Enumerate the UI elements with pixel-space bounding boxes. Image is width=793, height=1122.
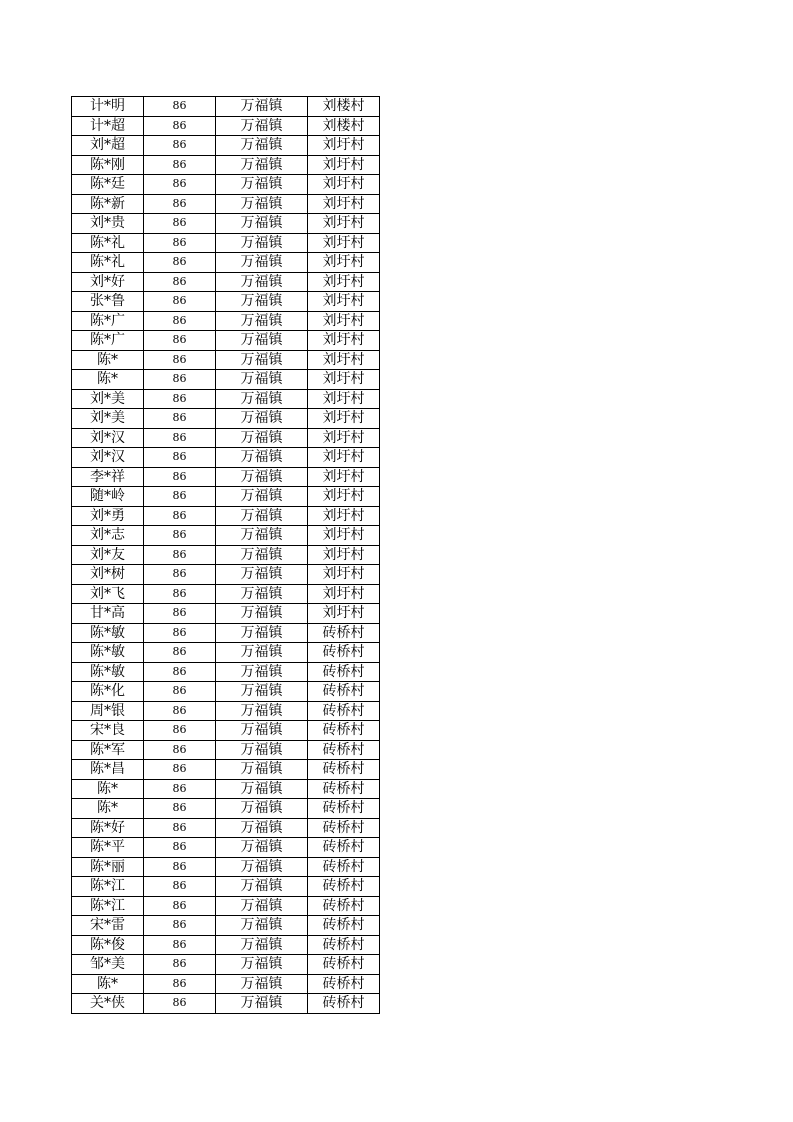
- village-cell: 砖桥村: [308, 877, 380, 897]
- town-cell: 万福镇: [216, 682, 308, 702]
- village-cell: 砖桥村: [308, 682, 380, 702]
- name-cell: 陈*广: [72, 331, 144, 351]
- score-cell: 86: [144, 409, 216, 429]
- name-cell: 陈*江: [72, 896, 144, 916]
- table-row: [72, 136, 380, 156]
- table-row: [72, 701, 380, 721]
- town-cell: 万福镇: [216, 214, 308, 234]
- town-cell: 万福镇: [216, 721, 308, 741]
- score-cell: 86: [144, 935, 216, 955]
- table-row: [72, 448, 380, 468]
- table-row: [72, 292, 380, 312]
- score-cell: 86: [144, 233, 216, 253]
- name-cell: 周*银: [72, 701, 144, 721]
- table-row: [72, 955, 380, 975]
- village-cell: 刘圩村: [308, 526, 380, 546]
- town-cell: 万福镇: [216, 623, 308, 643]
- town-cell: 万福镇: [216, 974, 308, 994]
- score-cell: 86: [144, 467, 216, 487]
- score-cell: 86: [144, 604, 216, 624]
- score-cell: 86: [144, 214, 216, 234]
- village-cell: 刘圩村: [308, 448, 380, 468]
- table-row: [72, 116, 380, 136]
- table-row: [72, 233, 380, 253]
- score-cell: 86: [144, 662, 216, 682]
- table-row: [72, 760, 380, 780]
- village-cell: 刘圩村: [308, 155, 380, 175]
- town-cell: 万福镇: [216, 935, 308, 955]
- name-cell: 张*鲁: [72, 292, 144, 312]
- score-cell: 86: [144, 994, 216, 1014]
- village-cell: 砖桥村: [308, 721, 380, 741]
- name-cell: 陈*敏: [72, 643, 144, 663]
- name-cell: 陈*礼: [72, 253, 144, 273]
- town-cell: 万福镇: [216, 194, 308, 214]
- village-cell: 刘圩村: [308, 233, 380, 253]
- score-cell: 86: [144, 896, 216, 916]
- village-cell: 砖桥村: [308, 701, 380, 721]
- table-row: [72, 487, 380, 507]
- name-cell: 陈*敏: [72, 662, 144, 682]
- table-row: [72, 799, 380, 819]
- village-cell: 刘圩村: [308, 487, 380, 507]
- name-cell: 陈*化: [72, 682, 144, 702]
- name-cell: 陈*: [72, 370, 144, 390]
- table-row: [72, 311, 380, 331]
- village-cell: 砖桥村: [308, 994, 380, 1014]
- table-row: [72, 623, 380, 643]
- name-cell: 刘*飞: [72, 584, 144, 604]
- data-sheet: [71, 96, 380, 1014]
- score-cell: 86: [144, 194, 216, 214]
- village-cell: 刘圩村: [308, 506, 380, 526]
- table-row: [72, 175, 380, 195]
- village-cell: 刘圩村: [308, 565, 380, 585]
- table-row: [72, 272, 380, 292]
- name-cell: 陈*: [72, 779, 144, 799]
- name-cell: 邹*美: [72, 955, 144, 975]
- village-cell: 砖桥村: [308, 779, 380, 799]
- village-cell: 刘圩村: [308, 194, 380, 214]
- town-cell: 万福镇: [216, 760, 308, 780]
- table-row: [72, 818, 380, 838]
- village-cell: 刘圩村: [308, 584, 380, 604]
- town-cell: 万福镇: [216, 175, 308, 195]
- table-row: [72, 194, 380, 214]
- town-cell: 万福镇: [216, 448, 308, 468]
- village-cell: 砖桥村: [308, 838, 380, 858]
- table-row: [72, 643, 380, 663]
- name-cell: 计*明: [72, 97, 144, 117]
- score-cell: 86: [144, 389, 216, 409]
- score-cell: 86: [144, 682, 216, 702]
- name-cell: 陈*昌: [72, 760, 144, 780]
- table-row: [72, 428, 380, 448]
- name-cell: 计*超: [72, 116, 144, 136]
- name-cell: 陈*俊: [72, 935, 144, 955]
- town-cell: 万福镇: [216, 662, 308, 682]
- table-row: [72, 857, 380, 877]
- town-cell: 万福镇: [216, 311, 308, 331]
- score-cell: 86: [144, 818, 216, 838]
- name-cell: 陈*好: [72, 818, 144, 838]
- score-cell: 86: [144, 97, 216, 117]
- town-cell: 万福镇: [216, 389, 308, 409]
- name-cell: 刘*树: [72, 565, 144, 585]
- score-cell: 86: [144, 253, 216, 273]
- village-cell: 刘圩村: [308, 467, 380, 487]
- score-cell: 86: [144, 740, 216, 760]
- name-cell: 陈*: [72, 974, 144, 994]
- table-row: [72, 994, 380, 1014]
- town-cell: 万福镇: [216, 155, 308, 175]
- town-cell: 万福镇: [216, 916, 308, 936]
- village-cell: 刘圩村: [308, 604, 380, 624]
- village-cell: 刘楼村: [308, 97, 380, 117]
- table-row: [72, 896, 380, 916]
- town-cell: 万福镇: [216, 565, 308, 585]
- town-cell: 万福镇: [216, 545, 308, 565]
- town-cell: 万福镇: [216, 409, 308, 429]
- name-cell: 关*侠: [72, 994, 144, 1014]
- village-cell: 砖桥村: [308, 623, 380, 643]
- score-cell: 86: [144, 116, 216, 136]
- name-cell: 李*祥: [72, 467, 144, 487]
- name-cell: 陈*: [72, 799, 144, 819]
- name-cell: 宋*良: [72, 721, 144, 741]
- table-row: [72, 740, 380, 760]
- town-cell: 万福镇: [216, 779, 308, 799]
- town-cell: 万福镇: [216, 292, 308, 312]
- name-cell: 陈*: [72, 350, 144, 370]
- town-cell: 万福镇: [216, 877, 308, 897]
- score-cell: 86: [144, 799, 216, 819]
- score-cell: 86: [144, 350, 216, 370]
- table-row: [72, 565, 380, 585]
- score-cell: 86: [144, 955, 216, 975]
- village-cell: 砖桥村: [308, 818, 380, 838]
- town-cell: 万福镇: [216, 370, 308, 390]
- records-table-body: [72, 97, 380, 1014]
- town-cell: 万福镇: [216, 896, 308, 916]
- village-cell: 刘圩村: [308, 389, 380, 409]
- village-cell: 刘楼村: [308, 116, 380, 136]
- name-cell: 刘*贵: [72, 214, 144, 234]
- village-cell: 砖桥村: [308, 760, 380, 780]
- village-cell: 砖桥村: [308, 955, 380, 975]
- name-cell: 刘*勇: [72, 506, 144, 526]
- table-row: [72, 253, 380, 273]
- village-cell: 刘圩村: [308, 350, 380, 370]
- town-cell: 万福镇: [216, 136, 308, 156]
- town-cell: 万福镇: [216, 350, 308, 370]
- table-row: [72, 584, 380, 604]
- name-cell: 陈*广: [72, 311, 144, 331]
- village-cell: 砖桥村: [308, 916, 380, 936]
- name-cell: 宋*雷: [72, 916, 144, 936]
- town-cell: 万福镇: [216, 604, 308, 624]
- town-cell: 万福镇: [216, 487, 308, 507]
- village-cell: 砖桥村: [308, 740, 380, 760]
- town-cell: 万福镇: [216, 253, 308, 273]
- name-cell: 刘*好: [72, 272, 144, 292]
- score-cell: 86: [144, 428, 216, 448]
- village-cell: 刘圩村: [308, 253, 380, 273]
- score-cell: 86: [144, 974, 216, 994]
- village-cell: 刘圩村: [308, 331, 380, 351]
- town-cell: 万福镇: [216, 526, 308, 546]
- town-cell: 万福镇: [216, 272, 308, 292]
- records-table: [71, 96, 380, 1014]
- score-cell: 86: [144, 311, 216, 331]
- score-cell: 86: [144, 701, 216, 721]
- town-cell: 万福镇: [216, 467, 308, 487]
- village-cell: 砖桥村: [308, 935, 380, 955]
- town-cell: 万福镇: [216, 818, 308, 838]
- score-cell: 86: [144, 506, 216, 526]
- score-cell: 86: [144, 643, 216, 663]
- town-cell: 万福镇: [216, 838, 308, 858]
- table-row: [72, 97, 380, 117]
- name-cell: 陈*新: [72, 194, 144, 214]
- score-cell: 86: [144, 155, 216, 175]
- village-cell: 砖桥村: [308, 799, 380, 819]
- score-cell: 86: [144, 760, 216, 780]
- score-cell: 86: [144, 779, 216, 799]
- score-cell: 86: [144, 877, 216, 897]
- village-cell: 刘圩村: [308, 272, 380, 292]
- town-cell: 万福镇: [216, 428, 308, 448]
- village-cell: 砖桥村: [308, 643, 380, 663]
- name-cell: 刘*志: [72, 526, 144, 546]
- name-cell: 陈*丽: [72, 857, 144, 877]
- table-row: [72, 467, 380, 487]
- table-row: [72, 350, 380, 370]
- town-cell: 万福镇: [216, 97, 308, 117]
- village-cell: 刘圩村: [308, 409, 380, 429]
- name-cell: 刘*汉: [72, 448, 144, 468]
- score-cell: 86: [144, 136, 216, 156]
- village-cell: 砖桥村: [308, 857, 380, 877]
- town-cell: 万福镇: [216, 584, 308, 604]
- village-cell: 刘圩村: [308, 136, 380, 156]
- table-row: [72, 974, 380, 994]
- town-cell: 万福镇: [216, 994, 308, 1014]
- town-cell: 万福镇: [216, 643, 308, 663]
- name-cell: 陈*敏: [72, 623, 144, 643]
- table-row: [72, 662, 380, 682]
- table-row: [72, 877, 380, 897]
- name-cell: 陈*江: [72, 877, 144, 897]
- score-cell: 86: [144, 526, 216, 546]
- village-cell: 刘圩村: [308, 292, 380, 312]
- table-row: [72, 506, 380, 526]
- score-cell: 86: [144, 721, 216, 741]
- name-cell: 陈*廷: [72, 175, 144, 195]
- village-cell: 刘圩村: [308, 214, 380, 234]
- table-row: [72, 370, 380, 390]
- table-row: [72, 935, 380, 955]
- name-cell: 陈*平: [72, 838, 144, 858]
- table-row: [72, 526, 380, 546]
- name-cell: 陈*刚: [72, 155, 144, 175]
- name-cell: 随*岭: [72, 487, 144, 507]
- table-row: [72, 545, 380, 565]
- score-cell: 86: [144, 448, 216, 468]
- name-cell: 甘*高: [72, 604, 144, 624]
- town-cell: 万福镇: [216, 701, 308, 721]
- score-cell: 86: [144, 272, 216, 292]
- village-cell: 刘圩村: [308, 175, 380, 195]
- name-cell: 陈*军: [72, 740, 144, 760]
- table-row: [72, 214, 380, 234]
- table-row: [72, 155, 380, 175]
- score-cell: 86: [144, 292, 216, 312]
- town-cell: 万福镇: [216, 740, 308, 760]
- town-cell: 万福镇: [216, 955, 308, 975]
- town-cell: 万福镇: [216, 331, 308, 351]
- village-cell: 刘圩村: [308, 311, 380, 331]
- table-row: [72, 409, 380, 429]
- table-row: [72, 331, 380, 351]
- name-cell: 刘*美: [72, 389, 144, 409]
- name-cell: 刘*美: [72, 409, 144, 429]
- town-cell: 万福镇: [216, 506, 308, 526]
- name-cell: 刘*超: [72, 136, 144, 156]
- village-cell: 砖桥村: [308, 974, 380, 994]
- table-row: [72, 604, 380, 624]
- town-cell: 万福镇: [216, 799, 308, 819]
- score-cell: 86: [144, 370, 216, 390]
- score-cell: 86: [144, 487, 216, 507]
- village-cell: 刘圩村: [308, 428, 380, 448]
- score-cell: 86: [144, 584, 216, 604]
- table-row: [72, 779, 380, 799]
- town-cell: 万福镇: [216, 233, 308, 253]
- table-row: [72, 682, 380, 702]
- score-cell: 86: [144, 565, 216, 585]
- score-cell: 86: [144, 857, 216, 877]
- score-cell: 86: [144, 838, 216, 858]
- table-row: [72, 916, 380, 936]
- score-cell: 86: [144, 175, 216, 195]
- name-cell: 刘*友: [72, 545, 144, 565]
- score-cell: 86: [144, 916, 216, 936]
- table-row: [72, 389, 380, 409]
- village-cell: 砖桥村: [308, 896, 380, 916]
- town-cell: 万福镇: [216, 857, 308, 877]
- score-cell: 86: [144, 623, 216, 643]
- town-cell: 万福镇: [216, 116, 308, 136]
- name-cell: 刘*汉: [72, 428, 144, 448]
- village-cell: 刘圩村: [308, 545, 380, 565]
- table-row: [72, 838, 380, 858]
- table-row: [72, 721, 380, 741]
- name-cell: 陈*礼: [72, 233, 144, 253]
- village-cell: 刘圩村: [308, 370, 380, 390]
- village-cell: 砖桥村: [308, 662, 380, 682]
- score-cell: 86: [144, 331, 216, 351]
- score-cell: 86: [144, 545, 216, 565]
